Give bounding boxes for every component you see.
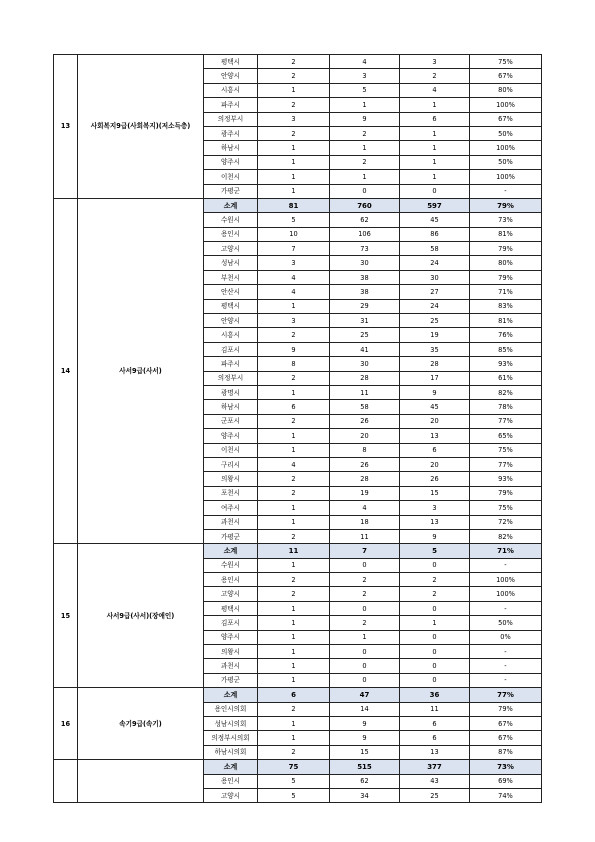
quota-cell: 2 — [258, 472, 330, 486]
region-cell: 가평군 — [204, 673, 258, 687]
applicants-cell: 1 — [330, 170, 400, 184]
region-cell: 가평군 — [204, 529, 258, 543]
passed-cell: 25 — [400, 314, 470, 328]
region-cell: 평택시 — [204, 55, 258, 69]
quota-cell: 5 — [258, 213, 330, 227]
passed-cell: 1 — [400, 155, 470, 169]
quota-cell: 1 — [258, 601, 330, 615]
passed-cell: 0 — [400, 601, 470, 615]
rate-cell: 74% — [470, 788, 542, 802]
quota-cell: 1 — [258, 673, 330, 687]
applicants-cell: 106 — [330, 227, 400, 241]
rate-cell: 77% — [470, 457, 542, 471]
passed-cell: 1 — [400, 616, 470, 630]
recruitment-table — [53, 54, 542, 803]
quota-cell: 2 — [258, 69, 330, 83]
region-cell: 수원시 — [204, 558, 258, 572]
region-cell: 과천시 — [204, 515, 258, 529]
rate-cell: 81% — [470, 227, 542, 241]
subtotal-row — [54, 688, 542, 702]
subtotal-row — [54, 198, 542, 212]
passed-cell: 17 — [400, 371, 470, 385]
rate-cell: 82% — [470, 385, 542, 399]
rate-cell: 79% — [470, 486, 542, 500]
table-row — [54, 55, 542, 69]
quota-cell: 3 — [258, 314, 330, 328]
region-cell: 의왕시 — [204, 472, 258, 486]
group-number: 13 — [54, 55, 78, 199]
subtotal-applicants-cell: 760 — [330, 198, 400, 212]
rate-cell: 0% — [470, 630, 542, 644]
rate-cell: 73% — [470, 213, 542, 227]
applicants-cell: 1 — [330, 98, 400, 112]
rate-cell: 80% — [470, 83, 542, 97]
subtotal-quota-cell: 6 — [258, 688, 330, 702]
applicants-cell: 4 — [330, 501, 400, 515]
applicants-cell: 9 — [330, 112, 400, 126]
passed-cell: 0 — [400, 645, 470, 659]
passed-cell: 45 — [400, 400, 470, 414]
region-cell: 안양시 — [204, 69, 258, 83]
quota-cell: 1 — [258, 83, 330, 97]
quota-cell: 10 — [258, 227, 330, 241]
passed-cell: 27 — [400, 285, 470, 299]
region-cell: 구리시 — [204, 457, 258, 471]
passed-cell: 6 — [400, 443, 470, 457]
region-cell: 용인시 — [204, 227, 258, 241]
passed-cell: 28 — [400, 357, 470, 371]
subtotal-row — [54, 760, 542, 774]
applicants-cell: 19 — [330, 486, 400, 500]
passed-cell: 1 — [400, 170, 470, 184]
passed-cell: 9 — [400, 529, 470, 543]
applicants-cell: 2 — [330, 155, 400, 169]
passed-cell: 11 — [400, 702, 470, 716]
rate-cell: - — [470, 184, 542, 198]
quota-cell: 1 — [258, 558, 330, 572]
quota-cell: 2 — [258, 745, 330, 759]
passed-cell: 20 — [400, 457, 470, 471]
passed-cell: 6 — [400, 112, 470, 126]
rate-cell: 50% — [470, 155, 542, 169]
passed-cell: 26 — [400, 472, 470, 486]
quota-cell: 3 — [258, 112, 330, 126]
passed-cell: 20 — [400, 414, 470, 428]
rate-cell: 50% — [470, 616, 542, 630]
passed-cell: 43 — [400, 774, 470, 788]
region-cell: 광명시 — [204, 385, 258, 399]
passed-cell: 13 — [400, 745, 470, 759]
rate-cell: 100% — [470, 573, 542, 587]
applicants-cell: 26 — [330, 414, 400, 428]
applicants-cell: 2 — [330, 573, 400, 587]
applicants-cell: 41 — [330, 342, 400, 356]
region-cell: 성남시 — [204, 256, 258, 270]
region-cell: 양주시 — [204, 630, 258, 644]
rate-cell: 75% — [470, 443, 542, 457]
applicants-cell: 62 — [330, 213, 400, 227]
rate-cell: 80% — [470, 256, 542, 270]
rate-cell: - — [470, 645, 542, 659]
region-cell: 고양시 — [204, 242, 258, 256]
region-cell: 파주시 — [204, 98, 258, 112]
quota-cell: 1 — [258, 645, 330, 659]
passed-cell: 1 — [400, 126, 470, 140]
region-cell: 안양시 — [204, 314, 258, 328]
passed-cell: 86 — [400, 227, 470, 241]
applicants-cell: 11 — [330, 385, 400, 399]
rate-cell: 67% — [470, 716, 542, 730]
applicants-cell: 9 — [330, 731, 400, 745]
rate-cell: 77% — [470, 414, 542, 428]
subtotal-region-cell: 소계 — [204, 688, 258, 702]
region-cell: 의정부시 — [204, 112, 258, 126]
applicants-cell: 1 — [330, 630, 400, 644]
subtotal-region-cell: 소계 — [204, 544, 258, 558]
quota-cell: 5 — [258, 788, 330, 802]
quota-cell: 2 — [258, 529, 330, 543]
applicants-cell: 2 — [330, 587, 400, 601]
quota-cell: 1 — [258, 731, 330, 745]
applicants-cell: 0 — [330, 645, 400, 659]
region-cell: 용인시 — [204, 774, 258, 788]
passed-cell: 13 — [400, 515, 470, 529]
applicants-cell: 73 — [330, 242, 400, 256]
passed-cell: 58 — [400, 242, 470, 256]
applicants-cell: 0 — [330, 184, 400, 198]
passed-cell: 2 — [400, 69, 470, 83]
subtotal-rate-cell: 79% — [470, 198, 542, 212]
applicants-cell: 28 — [330, 472, 400, 486]
passed-cell: 0 — [400, 630, 470, 644]
quota-cell: 1 — [258, 299, 330, 313]
rate-cell: - — [470, 558, 542, 572]
rate-cell: 67% — [470, 69, 542, 83]
quota-cell: 4 — [258, 270, 330, 284]
applicants-cell: 3 — [330, 69, 400, 83]
region-cell: 용인시의회 — [204, 702, 258, 716]
subtotal-quota-cell: 81 — [258, 198, 330, 212]
rate-cell: 93% — [470, 357, 542, 371]
rate-cell: - — [470, 673, 542, 687]
subtotal-passed-cell: 597 — [400, 198, 470, 212]
applicants-cell: 34 — [330, 788, 400, 802]
quota-cell: 4 — [258, 457, 330, 471]
quota-cell: 1 — [258, 630, 330, 644]
applicants-cell: 2 — [330, 616, 400, 630]
passed-cell: 3 — [400, 501, 470, 515]
region-cell: 하남시 — [204, 400, 258, 414]
group-number: 14 — [54, 198, 78, 543]
passed-cell: 1 — [400, 141, 470, 155]
group-number: 15 — [54, 544, 78, 688]
passed-cell: 13 — [400, 429, 470, 443]
rate-cell: 79% — [470, 270, 542, 284]
quota-cell: 2 — [258, 587, 330, 601]
rate-cell: 100% — [470, 170, 542, 184]
passed-cell: 1 — [400, 98, 470, 112]
applicants-cell: 38 — [330, 270, 400, 284]
applicants-cell: 2 — [330, 126, 400, 140]
rate-cell: 76% — [470, 328, 542, 342]
applicants-cell: 30 — [330, 256, 400, 270]
passed-cell: 25 — [400, 788, 470, 802]
quota-cell: 1 — [258, 429, 330, 443]
applicants-cell: 25 — [330, 328, 400, 342]
subtotal-applicants-cell: 7 — [330, 544, 400, 558]
applicants-cell: 11 — [330, 529, 400, 543]
passed-cell: 3 — [400, 55, 470, 69]
region-cell: 김포시 — [204, 342, 258, 356]
group-title: 사회복지9급(사회복지)(저소득층) — [78, 55, 204, 199]
rate-cell: 100% — [470, 587, 542, 601]
rate-cell: 79% — [470, 702, 542, 716]
applicants-cell: 58 — [330, 400, 400, 414]
quota-cell: 9 — [258, 342, 330, 356]
rate-cell: 67% — [470, 112, 542, 126]
region-cell: 평택시 — [204, 601, 258, 615]
applicants-cell: 28 — [330, 371, 400, 385]
applicants-cell: 4 — [330, 55, 400, 69]
rate-cell: 67% — [470, 731, 542, 745]
rate-cell: - — [470, 601, 542, 615]
region-cell: 성남시의회 — [204, 716, 258, 730]
region-cell: 하남시의회 — [204, 745, 258, 759]
quota-cell: 1 — [258, 385, 330, 399]
quota-cell: 7 — [258, 242, 330, 256]
region-cell: 이천시 — [204, 443, 258, 457]
rate-cell: - — [470, 659, 542, 673]
subtotal-rate-cell: 73% — [470, 760, 542, 774]
quota-cell: 1 — [258, 616, 330, 630]
subtotal-passed-cell: 36 — [400, 688, 470, 702]
rate-cell: 50% — [470, 126, 542, 140]
rate-cell: 69% — [470, 774, 542, 788]
quota-cell: 1 — [258, 443, 330, 457]
region-cell: 하남시 — [204, 141, 258, 155]
subtotal-quota-cell: 11 — [258, 544, 330, 558]
group-number: 16 — [54, 688, 78, 760]
passed-cell: 30 — [400, 270, 470, 284]
quota-cell: 6 — [258, 400, 330, 414]
applicants-cell: 1 — [330, 141, 400, 155]
rate-cell: 83% — [470, 299, 542, 313]
passed-cell: 6 — [400, 731, 470, 745]
applicants-cell: 0 — [330, 601, 400, 615]
rate-cell: 93% — [470, 472, 542, 486]
quota-cell: 2 — [258, 702, 330, 716]
quota-cell: 1 — [258, 141, 330, 155]
passed-cell: 24 — [400, 256, 470, 270]
region-cell: 광주시 — [204, 126, 258, 140]
applicants-cell: 18 — [330, 515, 400, 529]
applicants-cell: 9 — [330, 716, 400, 730]
passed-cell: 2 — [400, 587, 470, 601]
passed-cell: 6 — [400, 716, 470, 730]
region-cell: 양주시 — [204, 155, 258, 169]
applicants-cell: 31 — [330, 314, 400, 328]
rate-cell: 81% — [470, 314, 542, 328]
subtotal-passed-cell: 377 — [400, 760, 470, 774]
rate-cell: 65% — [470, 429, 542, 443]
rate-cell: 61% — [470, 371, 542, 385]
region-cell: 시흥시 — [204, 83, 258, 97]
quota-cell: 5 — [258, 774, 330, 788]
applicants-cell: 0 — [330, 659, 400, 673]
region-cell: 가평군 — [204, 184, 258, 198]
rate-cell: 72% — [470, 515, 542, 529]
quota-cell: 1 — [258, 155, 330, 169]
applicants-cell: 14 — [330, 702, 400, 716]
passed-cell: 35 — [400, 342, 470, 356]
rate-cell: 87% — [470, 745, 542, 759]
passed-cell: 45 — [400, 213, 470, 227]
quota-cell: 8 — [258, 357, 330, 371]
group-title: 사서9급(사서) — [78, 198, 204, 543]
region-cell: 파주시 — [204, 357, 258, 371]
rate-cell: 100% — [470, 98, 542, 112]
subtotal-rate-cell: 77% — [470, 688, 542, 702]
quota-cell: 2 — [258, 573, 330, 587]
applicants-cell: 38 — [330, 285, 400, 299]
region-cell: 안산시 — [204, 285, 258, 299]
region-cell: 시흥시 — [204, 328, 258, 342]
region-cell: 의정부시의회 — [204, 731, 258, 745]
quota-cell: 1 — [258, 716, 330, 730]
quota-cell: 2 — [258, 98, 330, 112]
applicants-cell: 8 — [330, 443, 400, 457]
rate-cell: 75% — [470, 501, 542, 515]
applicants-cell: 62 — [330, 774, 400, 788]
applicants-cell: 15 — [330, 745, 400, 759]
subtotal-applicants-cell: 515 — [330, 760, 400, 774]
subtotal-region-cell: 소계 — [204, 198, 258, 212]
applicants-cell: 29 — [330, 299, 400, 313]
quota-cell: 1 — [258, 659, 330, 673]
region-cell: 고양시 — [204, 788, 258, 802]
quota-cell: 2 — [258, 486, 330, 500]
subtotal-rate-cell: 71% — [470, 544, 542, 558]
applicants-cell: 5 — [330, 83, 400, 97]
subtotal-quota-cell: 75 — [258, 760, 330, 774]
rate-cell: 78% — [470, 400, 542, 414]
region-cell: 군포시 — [204, 414, 258, 428]
quota-cell: 1 — [258, 184, 330, 198]
applicants-cell: 20 — [330, 429, 400, 443]
rate-cell: 100% — [470, 141, 542, 155]
region-cell: 김포시 — [204, 616, 258, 630]
region-cell: 의왕시 — [204, 645, 258, 659]
region-cell: 부천시 — [204, 270, 258, 284]
group-title — [78, 760, 204, 803]
rate-cell: 75% — [470, 55, 542, 69]
passed-cell: 24 — [400, 299, 470, 313]
subtotal-applicants-cell: 47 — [330, 688, 400, 702]
rate-cell: 79% — [470, 242, 542, 256]
passed-cell: 9 — [400, 385, 470, 399]
region-cell: 수원시 — [204, 213, 258, 227]
region-cell: 이천시 — [204, 170, 258, 184]
applicants-cell: 0 — [330, 558, 400, 572]
passed-cell: 19 — [400, 328, 470, 342]
quota-cell: 1 — [258, 501, 330, 515]
region-cell: 용인시 — [204, 573, 258, 587]
quota-cell: 1 — [258, 515, 330, 529]
passed-cell: 0 — [400, 184, 470, 198]
region-cell: 포천시 — [204, 486, 258, 500]
passed-cell: 0 — [400, 673, 470, 687]
applicants-cell: 26 — [330, 457, 400, 471]
passed-cell: 15 — [400, 486, 470, 500]
region-cell: 고양시 — [204, 587, 258, 601]
quota-cell: 2 — [258, 371, 330, 385]
rate-cell: 71% — [470, 285, 542, 299]
region-cell: 여주시 — [204, 501, 258, 515]
quota-cell: 4 — [258, 285, 330, 299]
applicants-cell: 30 — [330, 357, 400, 371]
subtotal-row — [54, 544, 542, 558]
quota-cell: 2 — [258, 126, 330, 140]
group-title: 사서9급(사서)(장애인) — [78, 544, 204, 688]
region-cell: 과천시 — [204, 659, 258, 673]
group-number — [54, 760, 78, 803]
group-title: 속기9급(속기) — [78, 688, 204, 760]
region-cell: 양주시 — [204, 429, 258, 443]
subtotal-region-cell: 소계 — [204, 760, 258, 774]
quota-cell: 2 — [258, 328, 330, 342]
region-cell: 평택시 — [204, 299, 258, 313]
rate-cell: 85% — [470, 342, 542, 356]
region-cell: 의정부시 — [204, 371, 258, 385]
rate-cell: 82% — [470, 529, 542, 543]
quota-cell: 3 — [258, 256, 330, 270]
quota-cell: 2 — [258, 55, 330, 69]
quota-cell: 1 — [258, 170, 330, 184]
passed-cell: 4 — [400, 83, 470, 97]
passed-cell: 0 — [400, 659, 470, 673]
passed-cell: 0 — [400, 558, 470, 572]
quota-cell: 2 — [258, 414, 330, 428]
passed-cell: 2 — [400, 573, 470, 587]
subtotal-passed-cell: 5 — [400, 544, 470, 558]
applicants-cell: 0 — [330, 673, 400, 687]
